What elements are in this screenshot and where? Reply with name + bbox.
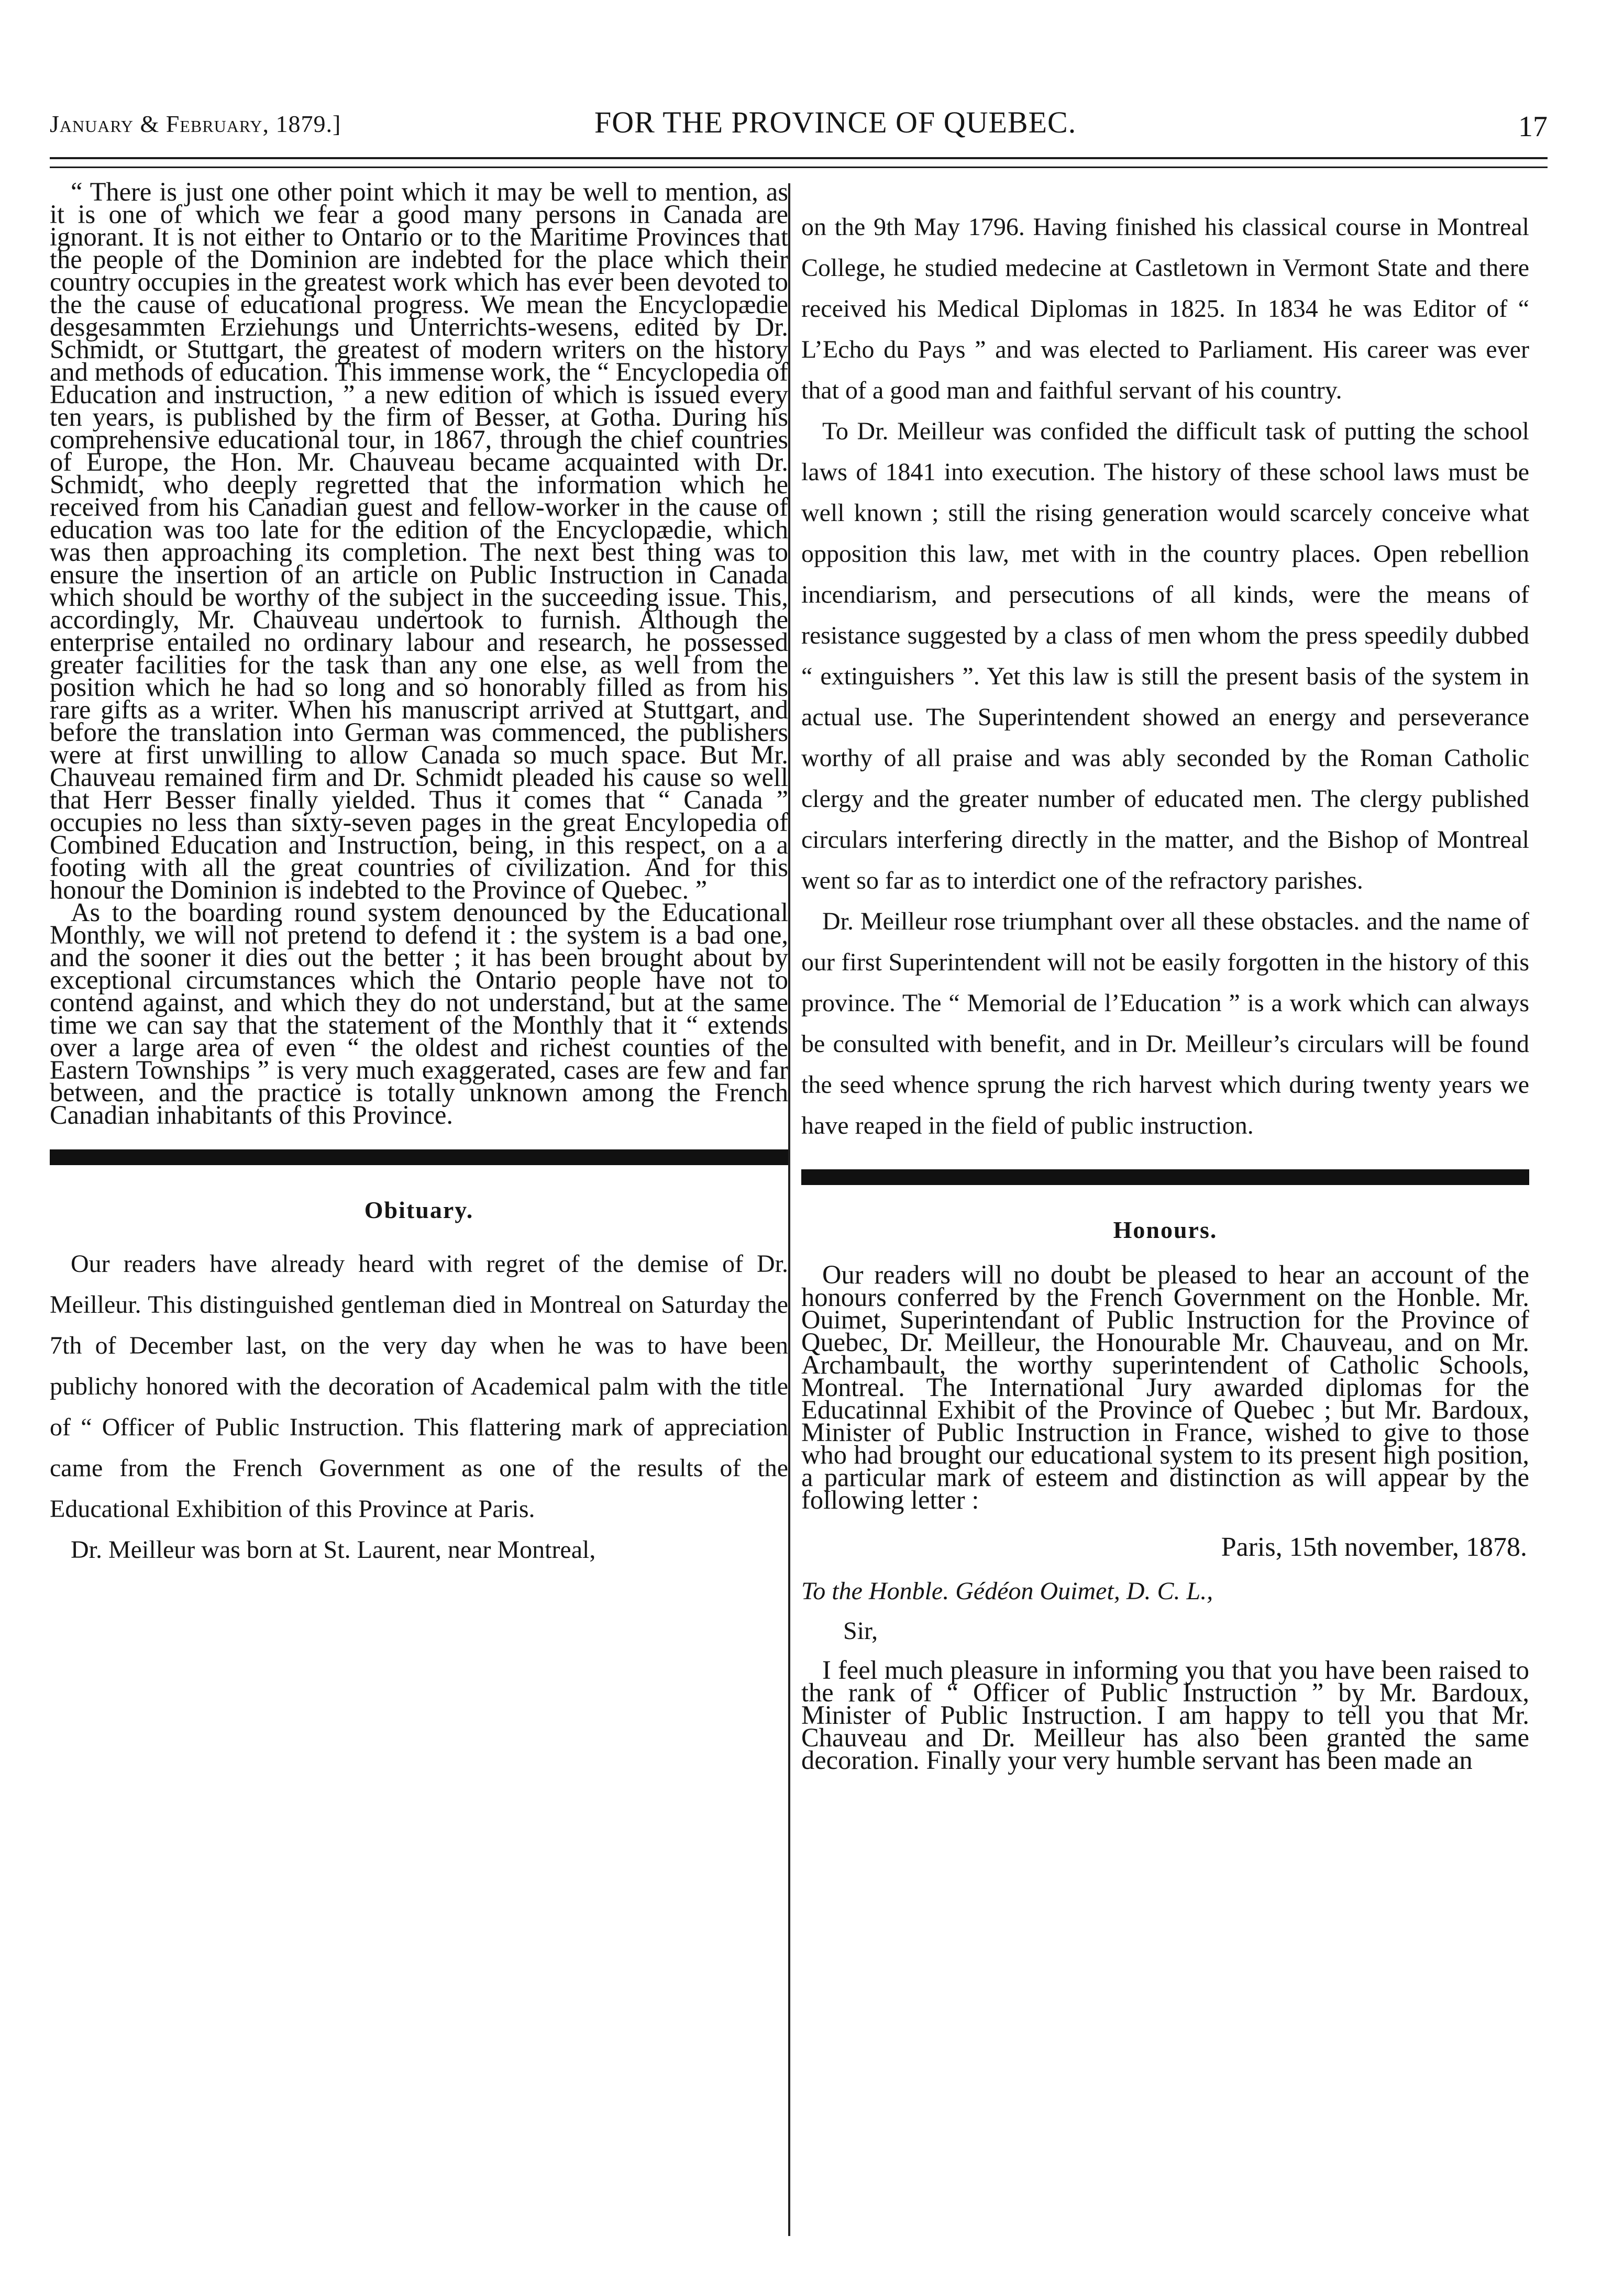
paragraph-biography: on the 9th May 1796. Having finished his classical course in Montreal College, he studied medecine at Castletown in Vermont State and there received his Medical Diplomas in 1825. In 1834 he was Editor of “ L’Echo du Pays ” and was elected to Parliament. His career was ever that of a good man and faithful servant of his country. bbox=[801, 213, 1529, 404]
section-divider-bar bbox=[801, 1169, 1529, 1185]
paragraph-encyclopedia: “ There is just one other point which it may be well to mention, as it is one of which we fear a good many persons in Canada are ignorant. It is not either to Ontario or to the Maritime Provinces that the people of the Dominion are indebted for the place which their country occupies in the greatest work which has ever been devoted to the the cause of educational progress. We mean the Encyclopædie desgesammten Erziehungs und Unterrichts-wesens, edited by Dr. Schmidt, or Stuttgart, the greatest of modern writers on the history and methods of education. This immense work, the “ Encyclopedia of Education and instruction, ” a new edition of which is issued every ten years, is published by the firm of Besser, at Gotha. During his comprehensive educational tour, in 1867, through the chief countries of Europe, the Hon. Mr. Chauveau became acquainted with Dr. Schmidt, who deeply regretted that the information which he received from his Canadian guest and fellow-worker in the cause of education was too late for the edition of the Encyclopædie, which was then approaching its completion. The next best thing was to ensure the insertion of an article on Public Instruction in Canada which should be worthy of the subject in the succeeding issue. This, accordingly, Mr. Chauveau undertook to furnish. Although the enterprise entailed no ordinary labour and research, he possessed greater facilities for the task than any one else, as well from the position which he had so long and so honorably filled as from his rare gifts as a writer. When his manuscript arrived at Stuttgart, and before the translation into German was commenced, the publishers were at first unwilling to allow Canada so much space. But Mr. Chauveau remained firm and Dr. Schmidt pleaded his cause so well that Herr Besser finally yielded. Thus it comes that “ Canada ” occupies no less than sixty-seven pages in the great Encylopedia of Combined Education and Instruction, being, in this respect, on a a footing with all the great countries of civilization. And for this honour the Dominion is indebted to the Province of Quebec. ” bbox=[50, 177, 788, 904]
quoted-passage bbox=[50, 177, 788, 1130]
issue-date: January & February, 1879.] bbox=[50, 110, 341, 137]
obituary-continued bbox=[801, 207, 1529, 1146]
paragraph-triumph: Dr. Meilleur rose triumphant over all these obstacles. and the name of our first Superintendent will not be easily forgotten in the history of this province. The “ Memorial de l’Education ” is a work which can always be consulted with benefit, and in Dr. Meilleur’s circulars will be found the seed whence sprung the rich harvest which during twenty years we have reaped in the field of public instruction. bbox=[801, 907, 1529, 1139]
letter-address: To the Honble. Gédéon Ouimet, D. C. L., bbox=[801, 1577, 1213, 1605]
letter-salutation: Sir, bbox=[843, 1617, 878, 1645]
paragraph-honours: Our readers will no doubt be pleased to hear an account of the honours conferred by the French Government on the Honble. Mr. Ouimet, Superintendant of Public Instruction for the Province of Quebec, Dr. Meilleur, the Honourable Mr. Chauveau, and on Mr. Archambault, the worthy superintendent of Catholic Schools, Montreal. The International Jury awarded diplomas for the Educatinnal Exhibit of the Province of Quebec ; but Mr. Bardoux, Minister of Public Instruction in France, wished to give to those who had brought our educational system to its present high position, a particular mark of esteem and distinction as will appear by the following letter : bbox=[801, 1260, 1529, 1514]
section-divider-bar bbox=[50, 1149, 788, 1165]
journal-title: FOR THE PROVINCE OF QUEBEC. bbox=[594, 105, 1077, 139]
header-rule-top bbox=[50, 157, 1548, 159]
honours-heading: Honours. bbox=[1113, 1216, 1218, 1243]
paragraph-boarding-round: As to the boarding round system denounced by the Educational Monthly, we will not pretend to defend it : the system is a bad one, and the sooner it dies out the better ; it has been brought about by exceptional circumstances which the Ontario people have not to contend against, and which they do not understand, but at the same time we can say that the statement of the Monthly that it “ extends over a large area of even “ the oldest and richest counties of the Eastern Townships ” is very much exaggerated, cases are few and far between, and the practice is totally unknown among the French Canadian inhabitants of this Province. bbox=[50, 898, 788, 1130]
honours-text bbox=[801, 1260, 1529, 1514]
header-rule-bottom bbox=[50, 167, 1548, 168]
left-column bbox=[50, 177, 788, 1570]
page-number: 17 bbox=[1518, 110, 1548, 143]
column-divider bbox=[788, 183, 790, 2236]
obituary-text bbox=[50, 1244, 788, 1570]
letter-dateline: Paris, 15th november, 1878. bbox=[1221, 1532, 1527, 1562]
letter-body bbox=[801, 1655, 1529, 1775]
paragraph-obituary-1: Our readers have already heard with regret of the demise of Dr. Meilleur. This distinguished gentleman died in Montreal on Saturday the 7th of December last, on the very day when he was to have been publichy honored with the decoration of Academical palm with the title of “ Officer of Public Instruction. This flattering mark of appreciation came from the French Government as one of the results of the Educational Exhibition of this Province at Paris. bbox=[50, 1250, 788, 1523]
paragraph-obituary-2: Dr. Meilleur was born at St. Laurent, near Montreal, bbox=[71, 1536, 596, 1564]
running-header bbox=[50, 105, 1548, 147]
paragraph-school-laws: To Dr. Meilleur was confided the difficult task of putting the school laws of 1841 into execution. The history of these school laws must be well known ; still the rising generation would scarcely conceive what opposition this law, met with in the country places. Open rebellion incendiarism, and persecutions of all kinds, were the means of resistance suggested by a class of men whom the press speedily dubbed “ extinguishers ”. Yet this law is still the present basis of the system in actual use. The Superintendent showed an energy and perseverance worthy of all praise and was ably seconded by the Roman Catholic clergy and the greater number of educated men. The clergy published circulars interfering directly in the matter, and the Bishop of Montreal went so far as to interdict one of the refractory parishes. bbox=[801, 417, 1529, 894]
paragraph-letter: I feel much pleasure in informing you that you have been raised to the rank of “ Officer of Public Instruction ” by Mr. Bardoux, Minister of Public Instruction. I am happy to tell you that Mr. Chauveau and Dr. Meilleur has also been granted the same decoration. Finally your very humble servant has been made an bbox=[801, 1655, 1529, 1775]
obituary-heading: Obituary. bbox=[364, 1197, 474, 1223]
right-column bbox=[801, 207, 1529, 1775]
